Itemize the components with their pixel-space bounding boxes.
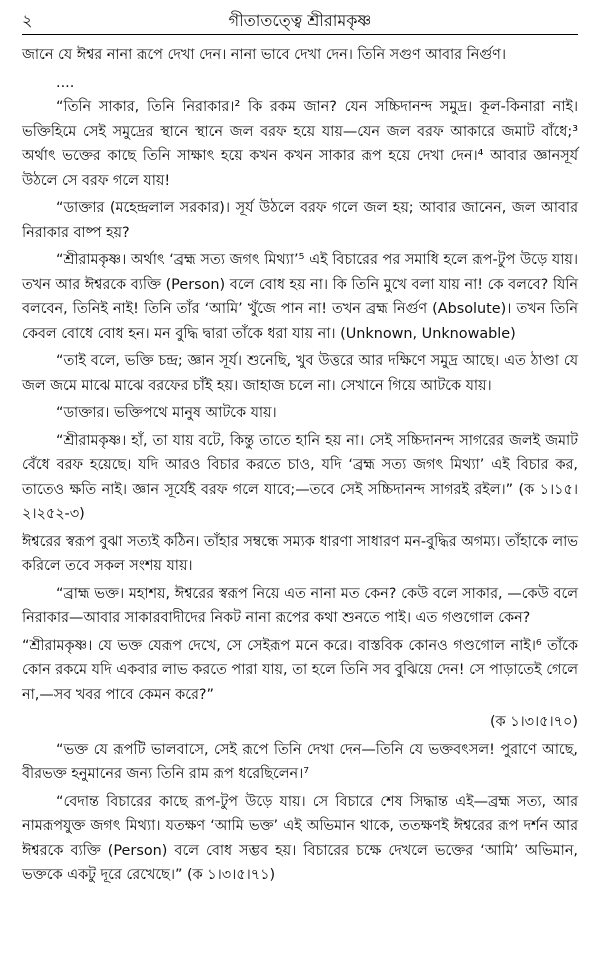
ellipsis: .... [56,74,75,91]
paragraph: “তিনি সাকার, তিনি নিরাকার।² কি রকম জান? যেন সচ্চিদানন্দ সমুদ্র। কূল-কিনারা নাই। ভক্তিহিমে সেই সমুদ্রের স্থানে স্থানে জল বরফ হয়ে যায়—যেন জল বরফ আকারে জমাট বাঁধে;³ অর্থাৎ ভক্তের কাছে তিনি সাক্ষাৎ হয়ে কখন কখন সাকার রূপ হয়ে দেখা দেন।⁴ আবার জ্ঞানসূর্য উঠলে সে বরফ গলে যায়! [22,99,578,189]
paragraph: ঈশ্বরের স্বরূপ বুঝা সত্যই কঠিন। তাঁহার সম্বন্ধে সম্যক ধারণা সাধারণ মন-বুদ্ধির অগম্য। তাঁহাকে লাভ করিলে তবে সকল সংশয় যায়। [22,533,578,574]
page-number: ২ [22,11,33,30]
body-text [22,43,578,888]
paragraph: “শ্রীরামকৃষ্ণ। হাঁ, তা যায় বটে, কিন্তু তাতে হানি হয় না। সেই সচ্চিদানন্দ সাগরের জলই জমাট বেঁধে বরফ হয়েছে। যদি আরও বিচার করতে চাও, যদি ‘ব্রহ্ম সত্য জগৎ মিথ্যা’ এই বিচার কর, তাতেও ক্ষতি নাই। জ্ঞান সূর্যেই বরফ গলে যাবে;—তবে সেই সচ্চিদানন্দ সাগরই রইল।” (ক ১।১৫।২।২৫২-৩) [22,432,578,522]
paragraph: “শ্রীরামকৃষ্ণ। যে ভক্ত যেরূপ দেখে, সে সেইরূপ মনে করে। বাস্তবিক কোনও গণ্ডগোল নাই।⁶ তাঁকে কোন রকমে যদি একবার লাভ করতে পারা যায়, তা হলে তিনি সব বুঝিয়ে দেন! সে পাড়াতেই গেলে না,—সব খবর পাবে কেমন করে?” [22,637,578,703]
paragraph: “ডাক্তার (মহেন্দ্রলাল সরকার)। সূর্য উঠলে বরফ গলে জল হয়; আবার জানেন, জল আবার নিরাকার বাষ্প হয়? [22,200,578,241]
paragraph: “ভক্ত যে রূপটি ভালবাসে, সেই রূপে তিনি দেখা দেন—তিনি যে ভক্তবৎসল! পুরাণে আছে, বীরভক্ত হনুমানের জন্য তিনি রাম রূপ ধরেছিলেন।⁷ [22,741,578,782]
paragraph: “শ্রীরামকৃষ্ণ। অর্থাৎ ‘ব্রহ্ম সত্য জগৎ মিথ্যা’⁵ এই বিচারের পর সমাধি হলে রূপ-টুপ উড়ে যায়। তখন আর ঈশ্বরকে ব্যক্তি (Person) বলে বোধ হয় না। কি তিনি মুখে বলা যায় না! কে বলবে? যিনি বলবেন, তিনিই নাই! তিনি তাঁর ‘আমি’ খুঁজে পান না! তখন ব্রহ্ম নির্গুণ (Absolute)। তখন তিনি কেবল বোধে বোধ হন। মন বুদ্ধি দ্বারা তাঁকে ধরা যায় না। (Unknown, Unknowable) [22,252,578,342]
paragraph: “বেদান্ত বিচারের কাছে রূপ-টুপ উড়ে যায়। সে বিচারে শেষ সিদ্ধান্ত এই—ব্রহ্ম সত্য, আর নামরূপযুক্ত জগৎ মিথ্যা। যতক্ষণ ‘আমি ভক্ত’ এই অভিমান থাকে, ততক্ষণই ঈশ্বরের রূপ দর্শন আর ঈশ্বরকে ব্যক্তি (Person) বলে বোধ সম্ভব হয়। বিচারের চক্ষে দেখলে ভক্তের ‘আমি’ অভিমান, ভক্তকে একটু দূরে রেখেছে।” (ক ১।৩।৫।৭১) [22,793,578,883]
running-title: গীতাতত্ত্বে শ্রীরামকৃষ্ণ [228,11,372,30]
paragraph: “ডাক্তার। ভক্তিপথে মানুষ আটকে যায়। [56,405,277,421]
paragraph: “ব্রাহ্ম ভক্ত। মহাশয়, ঈশ্বরের স্বরূপ নিয়ে এত নানা মত কেন? কেউ বলে সাকার, —কেউ বলে নিরাকার—আবার সাকারবাদীদের নিকট নানা রূপের কথা শুনতে পাই। এত গণ্ডগোল কেন? [22,585,578,626]
citation: (ক ১।৩।৫।৭০) [489,714,578,730]
page-header [22,0,578,35]
paragraph: জানে যে ঈশ্বর নানা রূপে দেখা দেন। নানা ভাবে দেখা দেন। তিনি সগুণ আবার নির্গুণ। [22,47,506,63]
paragraph: “তাই বলে, ভক্তি চন্দ্র; জ্ঞান সূর্য। শুনেছি, খুব উত্তরে আর দক্ষিণে সমুদ্র আছে। এত ঠাণ্ডা যে জল জমে মাঝে মাঝে বরফের চাঁই হয়। জাহাজ চলে না। সেখানে গিয়ে আটকে যায়। [22,353,578,394]
